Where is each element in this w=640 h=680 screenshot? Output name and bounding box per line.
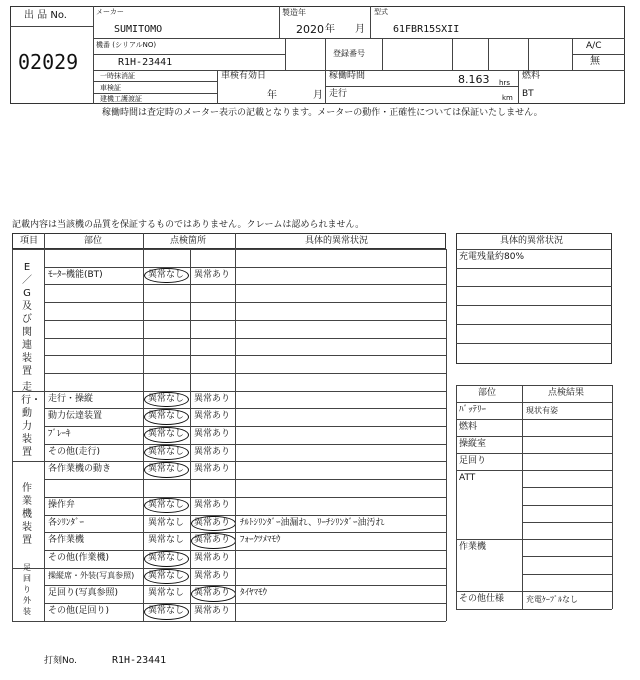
month-unit: 月 [355, 24, 365, 35]
part-label: 足回り(写真参照) [48, 588, 119, 599]
normal-circle-mark [144, 409, 189, 425]
abnormal-label: 異常あり [194, 588, 231, 599]
detail-text: ﾌｫｰｸﾂﾒﾏﾓｳ [240, 535, 281, 546]
fuel-label: 燃料 [522, 71, 541, 81]
quality-disclaimer: 記載内容は当該機の品質を保証するものではありません。クレームは認められません。 [12, 220, 365, 230]
detail-text: ﾀｲﾔﾏﾓｳ [240, 588, 268, 599]
year-unit: 年 [325, 24, 335, 35]
normal-label: 異常なし [148, 269, 185, 280]
normal-label: 異常なし [148, 499, 185, 510]
result-value: 現状有姿 [526, 406, 558, 415]
normal-label: 異常なし [148, 535, 185, 546]
part-label: 操作弁 [48, 499, 76, 510]
part-label: 各作業機 [48, 535, 85, 546]
normal-circle-mark [144, 392, 189, 408]
abnormal-label: 異常あり [194, 499, 231, 510]
cert-label-2: 車検証 [100, 84, 121, 92]
normal-label: 異常なし [148, 429, 185, 439]
abnormal-label: 異常あり [194, 269, 231, 280]
abnormal-label: 異常あり [194, 552, 231, 563]
part-label: ﾌﾞﾚｰｷ [48, 429, 71, 439]
result-part: ﾊﾞｯﾃﾘｰ [459, 405, 487, 415]
group-label: E／G及び関連装置 [22, 262, 32, 378]
abnormal-circle-mark [191, 586, 236, 602]
right-detail-text: 充電残量約80% [459, 252, 525, 262]
inspection-label: 車検有効日 [221, 71, 267, 81]
lot-label: 出 品 No. [24, 10, 67, 21]
ac-value: 無 [590, 56, 600, 67]
hours-disclaimer: 稼働時間は査定時のメーター表示の記載となります。メーターの動作・正確性については保証いたしません。 [102, 108, 543, 118]
lot-number: 02029 [18, 50, 79, 74]
part-label: 各ｼﾘﾝﾀﾞｰ [48, 517, 85, 528]
year-value: 2020 [296, 23, 324, 36]
maker-label: メーカー [96, 8, 124, 16]
right-detail-title: 具体的異常状況 [500, 236, 564, 246]
normal-label: 異常なし [148, 606, 185, 616]
result-part: 操縦室 [459, 439, 487, 449]
serial-value: R1H-23441 [118, 57, 173, 68]
normal-circle-mark [144, 268, 189, 284]
abnormal-circle-mark [191, 533, 236, 549]
result-part: ATT [459, 473, 476, 483]
normal-circle-mark [144, 569, 189, 585]
normal-circle-mark [144, 445, 189, 461]
result-col-result: 点検結果 [548, 388, 585, 398]
travel-unit: km [502, 94, 513, 102]
inspection-month-unit: 月 [313, 90, 323, 101]
detail-text: ﾁﾙﾄｼﾘﾝﾀﾞｰ油漏れ、ﾘｰﾁｼﾘﾝﾀﾞｰ油汚れ [240, 517, 385, 528]
part-label: 動力伝達装置 [48, 411, 103, 422]
part-label: その他(作業機) [48, 552, 110, 563]
normal-circle-mark [144, 427, 189, 443]
serial-label: 機番 (シリアルNO) [96, 41, 157, 49]
maker-value: SUMITOMO [114, 24, 163, 35]
year-label: 製造年 [282, 8, 306, 17]
normal-circle-mark [144, 498, 189, 514]
group-label: 走行・動力装置 [21, 381, 41, 458]
col-part: 部位 [84, 236, 103, 246]
ac-label: A/C [586, 41, 602, 51]
result-part: 足回り [459, 456, 487, 466]
part-label: その他(足回り) [48, 606, 110, 616]
normal-label: 異常なし [148, 464, 185, 475]
part-label: 各作業機の動き [48, 464, 112, 475]
abnormal-label: 異常あり [194, 429, 231, 439]
abnormal-label: 異常あり [194, 570, 231, 581]
normal-label: 異常なし [148, 588, 185, 599]
abnormal-label: 異常あり [194, 535, 231, 546]
part-label: ﾓｰﾀｰ機能(BT) [48, 269, 103, 280]
abnormal-circle-mark [191, 516, 236, 532]
col-item: 項目 [20, 236, 39, 246]
normal-label: 異常なし [148, 411, 185, 422]
result-part: 燃料 [459, 422, 478, 432]
normal-label: 異常なし [148, 552, 185, 563]
normal-circle-mark [144, 604, 189, 620]
model-value: 61FBR15SXII [393, 24, 460, 35]
normal-circle-mark [144, 551, 189, 567]
normal-label: 異常なし [148, 570, 185, 581]
abnormal-label: 異常あり [194, 446, 231, 457]
reg-label: 登録番号 [333, 49, 365, 58]
part-label: 走行・操縦 [48, 393, 94, 404]
cert-label-3: 建機工護渡証 [100, 95, 142, 103]
stamp-value: R1H-23441 [112, 655, 167, 666]
part-label: その他(走行) [48, 446, 101, 457]
part-label: 操縦席・外装(写真参照) [48, 570, 135, 580]
result-value: 充電ｹｰﾌﾞﾙなし [526, 595, 578, 604]
fuel-value: BT [522, 89, 534, 99]
abnormal-label: 異常あり [194, 606, 231, 616]
abnormal-label: 異常あり [194, 393, 231, 404]
group-label: 足回り外装 [23, 562, 31, 616]
model-label: 型式 [374, 8, 388, 16]
result-part: その他仕様 [459, 594, 505, 604]
normal-label: 異常なし [148, 393, 185, 404]
abnormal-label: 異常あり [194, 517, 231, 528]
inspection-year-unit: 年 [267, 90, 277, 101]
col-detail: 具体的異常状況 [305, 236, 369, 246]
group-label: 作業機装置 [22, 483, 32, 546]
abnormal-label: 異常あり [194, 411, 231, 422]
hours-label: 稼働時間 [329, 71, 366, 81]
col-check: 点検箇所 [170, 236, 207, 246]
stamp-label: 打刻No. [44, 656, 77, 666]
abnormal-label: 異常あり [194, 464, 231, 475]
result-part: 作業機 [459, 542, 487, 552]
normal-label: 異常なし [148, 446, 185, 457]
result-col-part: 部位 [478, 388, 497, 398]
travel-label: 走行 [329, 89, 348, 99]
hours-unit: hrs [499, 79, 510, 87]
normal-label: 異常なし [148, 517, 185, 528]
hours-value: 8.163 [458, 73, 490, 86]
normal-circle-mark [144, 462, 189, 478]
cert-label-1: 一時抹消証 [100, 72, 135, 80]
